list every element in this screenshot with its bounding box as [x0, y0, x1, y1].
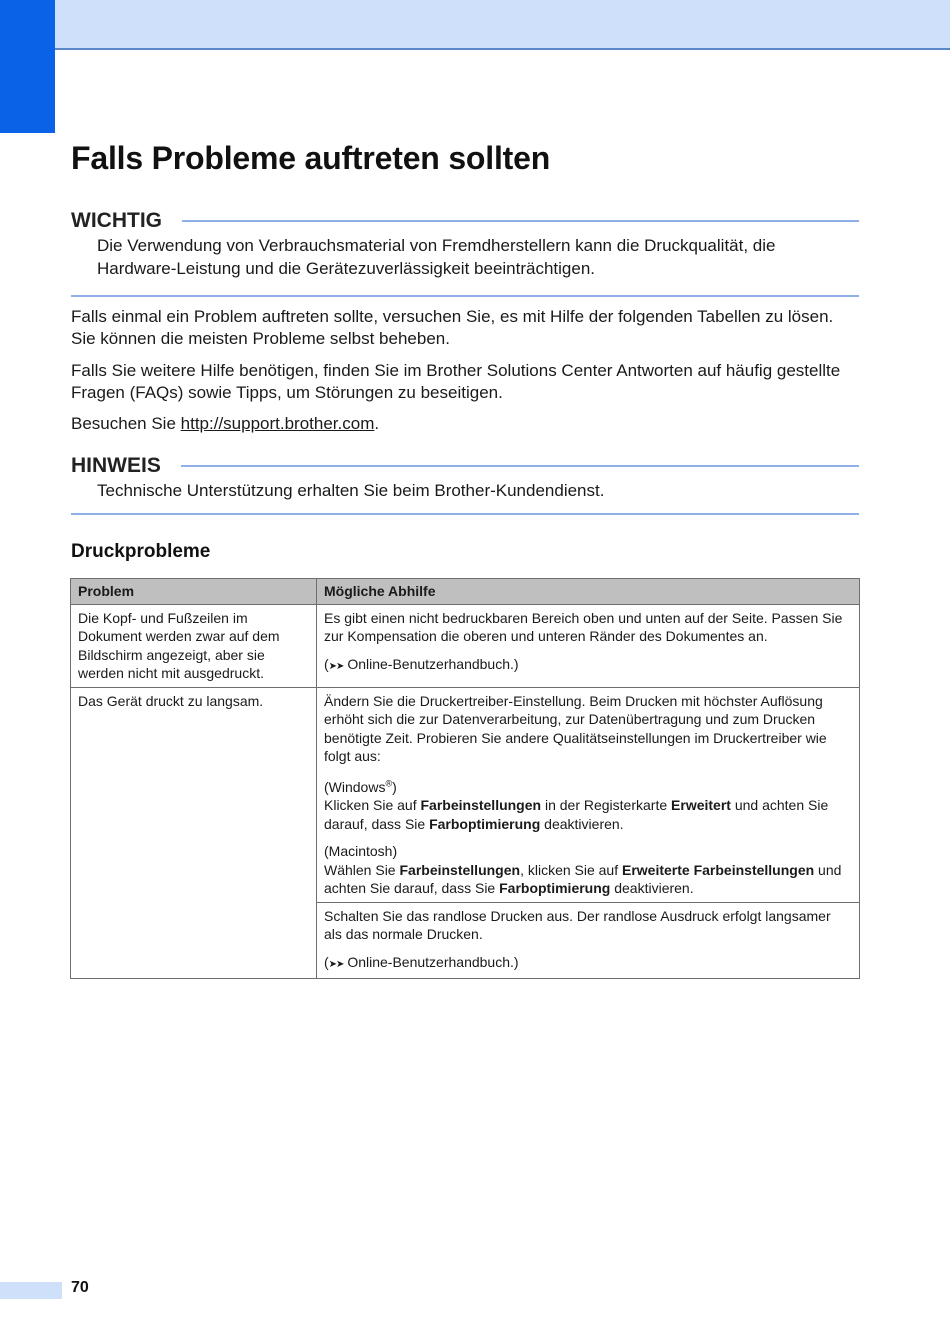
header-solution: Mögliche Abhilfe	[317, 579, 860, 605]
table-header-row	[71, 579, 860, 605]
row1-problem: Die Kopf- und Fußzeilen im Dokument werden zwar auf dem Bildschirm angezeigt, aber sie werden nicht mit ausgedruckt.	[71, 604, 317, 687]
table-row	[71, 687, 860, 902]
section-title: Druckprobleme	[71, 541, 211, 562]
visit-prefix: Besuchen Sie	[71, 414, 181, 433]
row2-mac-instructions: (Macintosh) Wählen Sie Farbeinstellungen, klicken Sie auf Erweiterte Farbeinstellungen und achten Sie darauf, dass Sie Farboptimierung deaktivieren.	[324, 843, 842, 896]
intro-paragraph-1: Falls einmal ein Problem auftreten sollte, versuchen Sie, es mit Hilfe der folgenden Tabellen zu lösen. Sie können die meisten Probleme selbst beheben.	[71, 307, 834, 348]
row2-solution-cell	[317, 687, 860, 902]
row2-solution2: Schalten Sie das randlose Drucken aus. Der randlose Ausdruck erfolgt langsamer als das normale Drucken.	[324, 907, 831, 942]
row2-windows-instructions: (Windows®) Klicken Sie auf Farbeinstellungen in der Registerkarte Erweitert und achten Sie darauf, dass Sie Farboptimierung deaktivieren.	[324, 777, 829, 832]
row2-solution2-cell	[317, 902, 860, 979]
row2-solution-intro: Ändern Sie die Druckertreiber-Einstellung. Beim Drucken mit höchster Auflösung erhöht sich die zur Datenverarbeitung, zur Datenübertragung und zum Drucken benötigte Zeit. Probieren Sie andere Qualitätseinstellungen im Druckertreiber wie folgt aus:	[324, 692, 827, 764]
table-row	[71, 604, 860, 687]
print-problems-table	[70, 578, 860, 979]
double-arrow-icon: ➤➤	[328, 660, 344, 672]
note-text: Technische Unterstützung erhalten Sie beim Brother-Kundendienst.	[97, 481, 605, 500]
row1-reference: (➤➤ Online-Benutzerhandbuch.)	[324, 655, 519, 672]
note-bottom-rule	[71, 513, 859, 515]
row1-solution-cell	[317, 604, 860, 687]
visit-suffix: .	[374, 414, 380, 433]
registered-mark: ®	[385, 777, 393, 788]
page-number: 70	[71, 1279, 89, 1296]
support-link[interactable]: http://support.brother.com	[180, 414, 375, 433]
note-rule	[181, 465, 859, 467]
important-text: Die Verwendung von Verbrauchsmaterial von Fremdherstellern kann die Druckqualität, die Hardware-Leistung und die Gerätezuverlässigkeit beeinträchtigen.	[97, 236, 776, 278]
note-notice	[71, 453, 859, 515]
row2-reference: (➤➤ Online-Benutzerhandbuch.)	[324, 953, 519, 970]
header-band	[0, 0, 950, 50]
important-label: WICHTIG	[71, 209, 162, 232]
row2-problem: Das Gerät druckt zu langsam.	[71, 687, 317, 979]
important-bottom-rule	[71, 295, 859, 297]
intro-paragraph-2: Falls Sie weitere Hilfe benötigen, finden Sie im Brother Solutions Center Antworten auf häufig gestellte Fragen (FAQs) sowie Tipps, um Störungen zu beseitigen.	[71, 361, 841, 402]
row1-solution: Es gibt einen nicht bedruckbaren Bereich oben und unten auf der Seite. Passen Sie zur Kompensation die oberen und unteren Ränder des Dokumentes an.	[324, 609, 843, 644]
double-arrow-icon: ➤➤	[328, 958, 344, 970]
note-label: HINWEIS	[71, 454, 161, 477]
chapter-tab	[0, 0, 55, 133]
footer-band	[0, 1282, 62, 1299]
page-title: Falls Probleme auftreten sollten	[71, 140, 551, 176]
visit-paragraph	[71, 413, 861, 435]
header-problem: Problem	[71, 579, 317, 605]
important-notice	[71, 208, 859, 297]
important-rule	[182, 220, 859, 222]
